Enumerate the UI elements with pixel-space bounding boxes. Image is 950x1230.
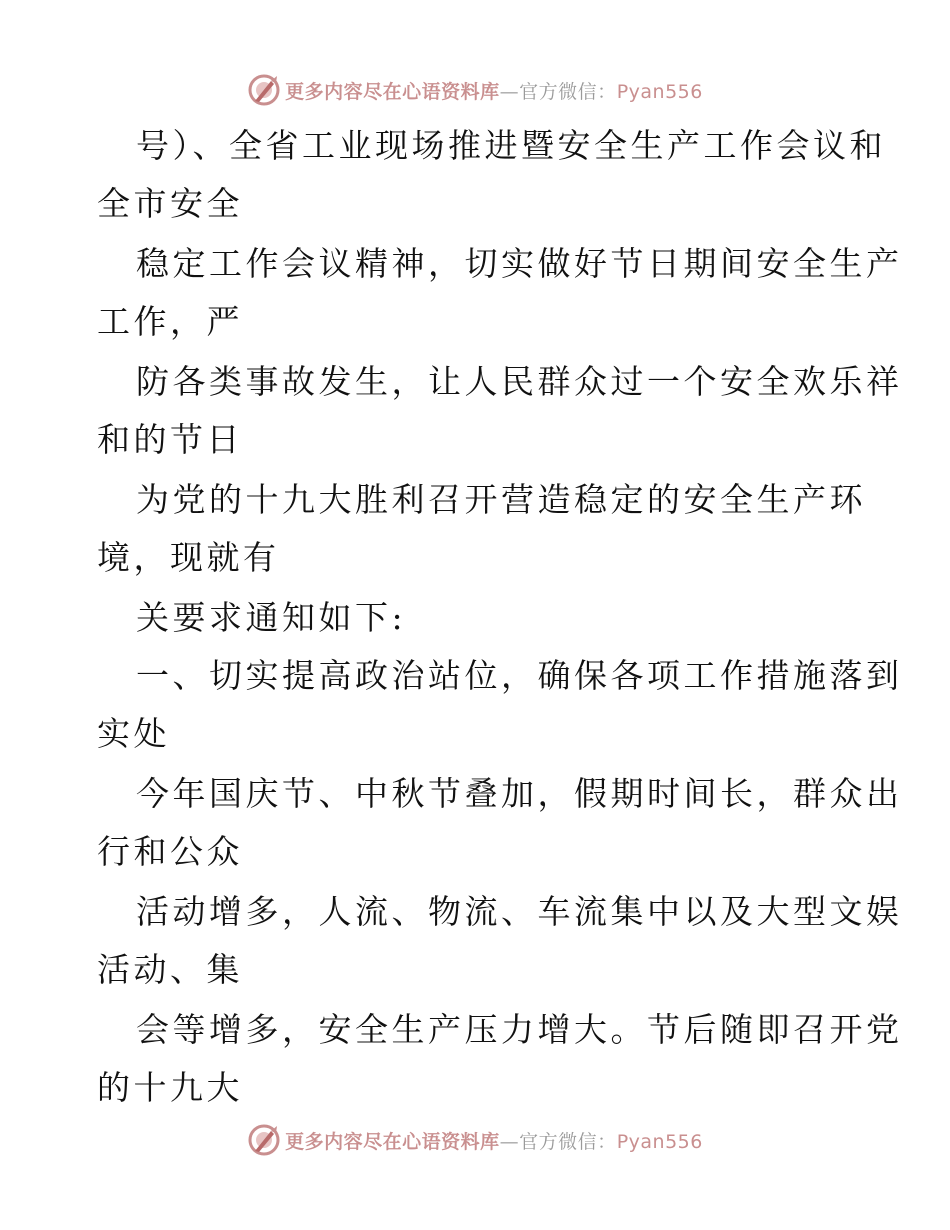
body-line: 行和公众	[97, 832, 243, 871]
body-line: 实处	[97, 714, 170, 753]
body-line: 会等增多，安全生产压力增大。节后随即召开党	[136, 1010, 903, 1049]
header-watermark	[0, 70, 950, 110]
body-line: 今年国庆节、中秋节叠加，假期时间长，群众出	[136, 774, 903, 813]
body-line: 关要求通知如下:	[136, 598, 407, 637]
watermark-account: Pyan556	[616, 80, 703, 103]
body-line: 为党的十九大胜利召开营造稳定的安全生产环	[136, 480, 866, 519]
body-line: 号）、全省工业现场推进暨安全生产工作会议和	[136, 126, 886, 165]
body-line: 稳定工作会议精神，切实做好节日期间安全生产	[136, 244, 903, 283]
watermark-dash: —	[499, 1130, 520, 1153]
watermark-account: Pyan556	[616, 1130, 703, 1153]
body-line: 活动、集	[97, 950, 243, 989]
body-line: 全市安全	[97, 184, 243, 223]
watermark-side-text: 官方微信：	[519, 80, 617, 103]
footer-watermark	[0, 1120, 950, 1160]
watermark-main-text: 更多内容尽在心语资料库	[285, 1130, 500, 1153]
body-line: 工作，严	[97, 302, 243, 341]
watermark-side-text: 官方微信：	[519, 1130, 617, 1153]
body-line: 和的节日	[97, 420, 243, 459]
body-line: 防各类事故发生，让人民群众过一个安全欢乐祥	[136, 362, 903, 401]
watermark-dash: —	[499, 80, 520, 103]
body-line: 的十九大	[97, 1068, 243, 1107]
body-line: 境，现就有	[97, 538, 280, 577]
body-line: 活动增多，人流、物流、车流集中以及大型文娱	[136, 892, 903, 931]
body-line: 一、切实提高政治站位，确保各项工作措施落到	[136, 656, 903, 695]
quill-seal-icon	[247, 73, 281, 107]
quill-seal-icon	[247, 1123, 281, 1157]
watermark-main-text: 更多内容尽在心语资料库	[285, 80, 500, 103]
